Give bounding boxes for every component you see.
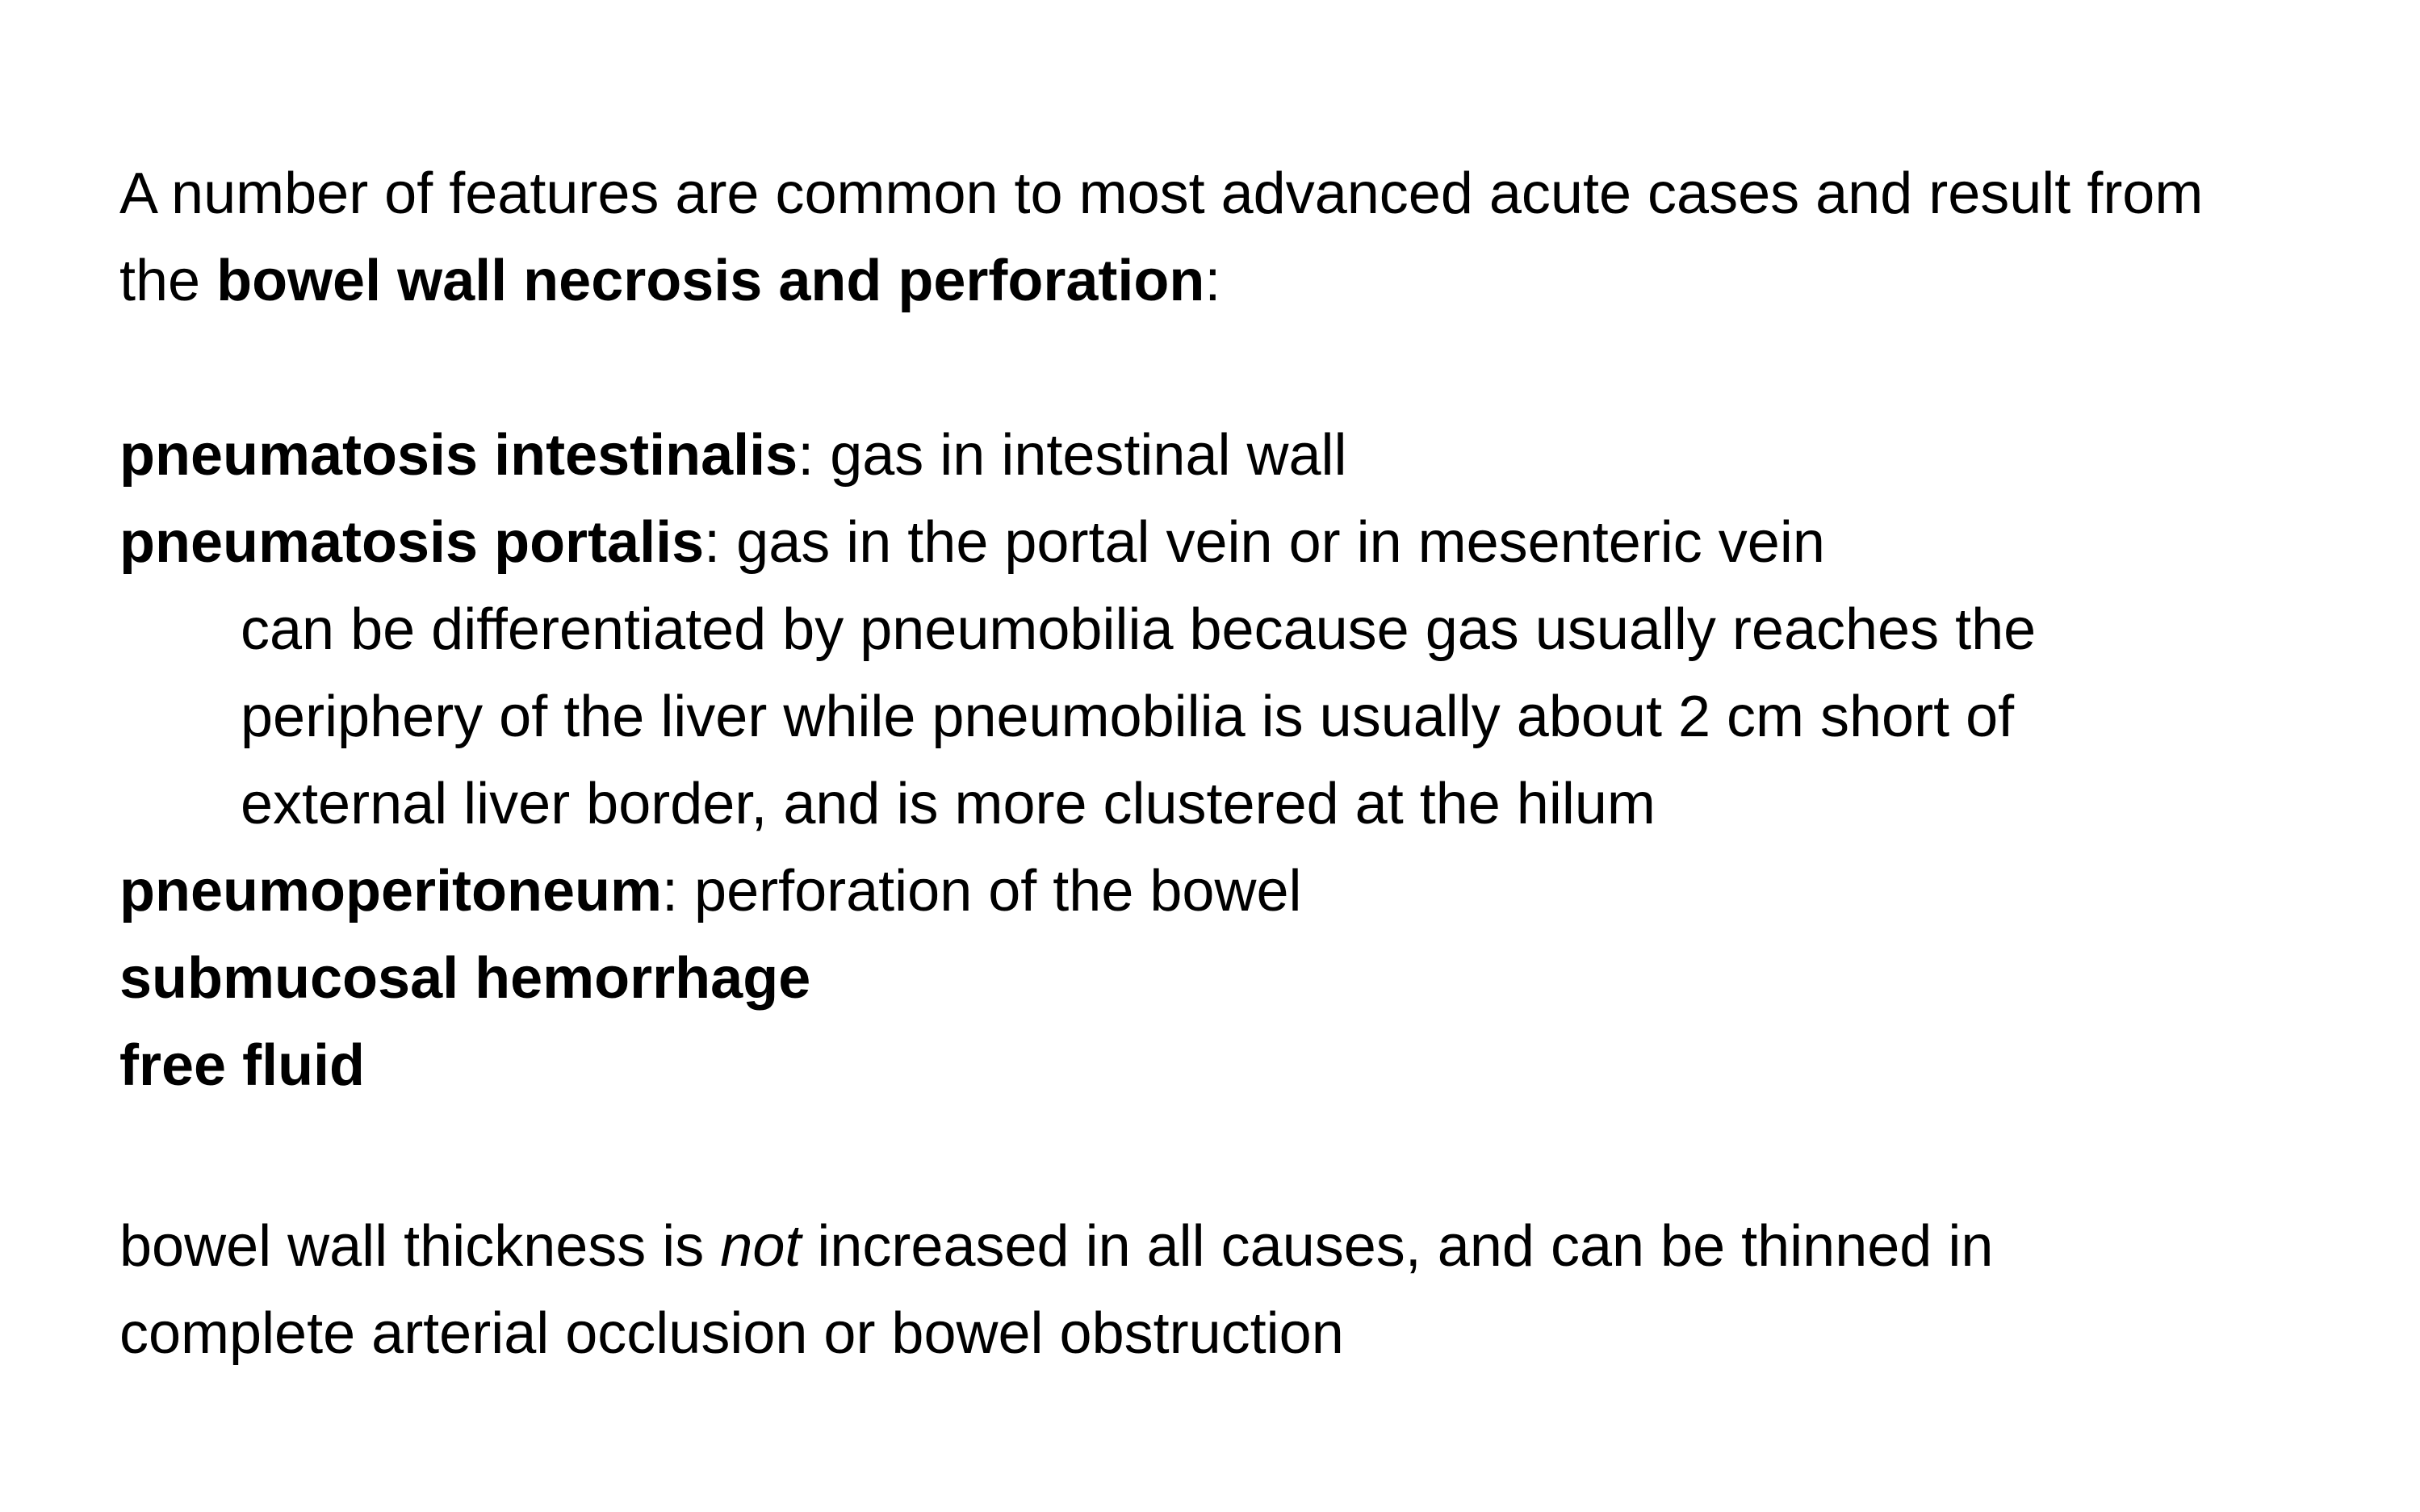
- feature-subnote-line-2: periphery of the liver while pneumobilia is usually about 2 cm short of: [241, 685, 2015, 749]
- feature-desc: : gas in the portal vein or in mesenteric vein: [704, 510, 1825, 575]
- feature-item-pneumoperitoneum: [119, 848, 2380, 935]
- note-line-1-suffix: increased in all causes, and can be thinned in: [801, 1214, 1994, 1279]
- feature-term: submucosal hemorrhage: [119, 946, 811, 1011]
- feature-term: pneumatosis intestinalis: [119, 423, 798, 488]
- note-emphasis: not: [720, 1214, 802, 1279]
- feature-subnote-line-3: external liver border, and is more clustered at the hilum: [241, 772, 1656, 836]
- intro-line-2-suffix: :: [1204, 249, 1221, 313]
- feature-desc: : gas in intestinal wall: [798, 423, 1347, 488]
- features-list: [119, 412, 2380, 1109]
- feature-item-pneumatosis-portalis: [119, 499, 2380, 586]
- feature-term: free fluid: [119, 1033, 366, 1098]
- intro-line-2: [119, 237, 2380, 325]
- intro-bold-phrase: bowel wall necrosis and perforation: [216, 249, 1205, 313]
- feature-subnote-line-1: can be differentiated by pneumobilia because gas usually reaches the: [241, 597, 2037, 662]
- note-line-2: complete arterial occlusion or bowel obstruction: [119, 1301, 1344, 1366]
- feature-desc: : perforation of the bowel: [662, 859, 1302, 924]
- feature-term: pneumoperitoneum: [119, 859, 663, 924]
- intro-line-1: A number of features are common to most advanced acute cases and result from: [119, 161, 2204, 226]
- note-paragraph: [119, 1203, 2380, 1377]
- intro-line-2-prefix: the: [119, 249, 217, 313]
- intro-paragraph: [119, 150, 2380, 325]
- feature-item-submucosal-hemorrhage: [119, 935, 2380, 1022]
- note-line-1: [119, 1203, 2380, 1290]
- note-line-1-prefix: bowel wall thickness is: [119, 1214, 721, 1279]
- feature-item-pneumatosis-intestinalis: [119, 412, 2380, 499]
- feature-item-free-fluid: [119, 1022, 2380, 1109]
- feature-term: pneumatosis portalis: [119, 510, 705, 575]
